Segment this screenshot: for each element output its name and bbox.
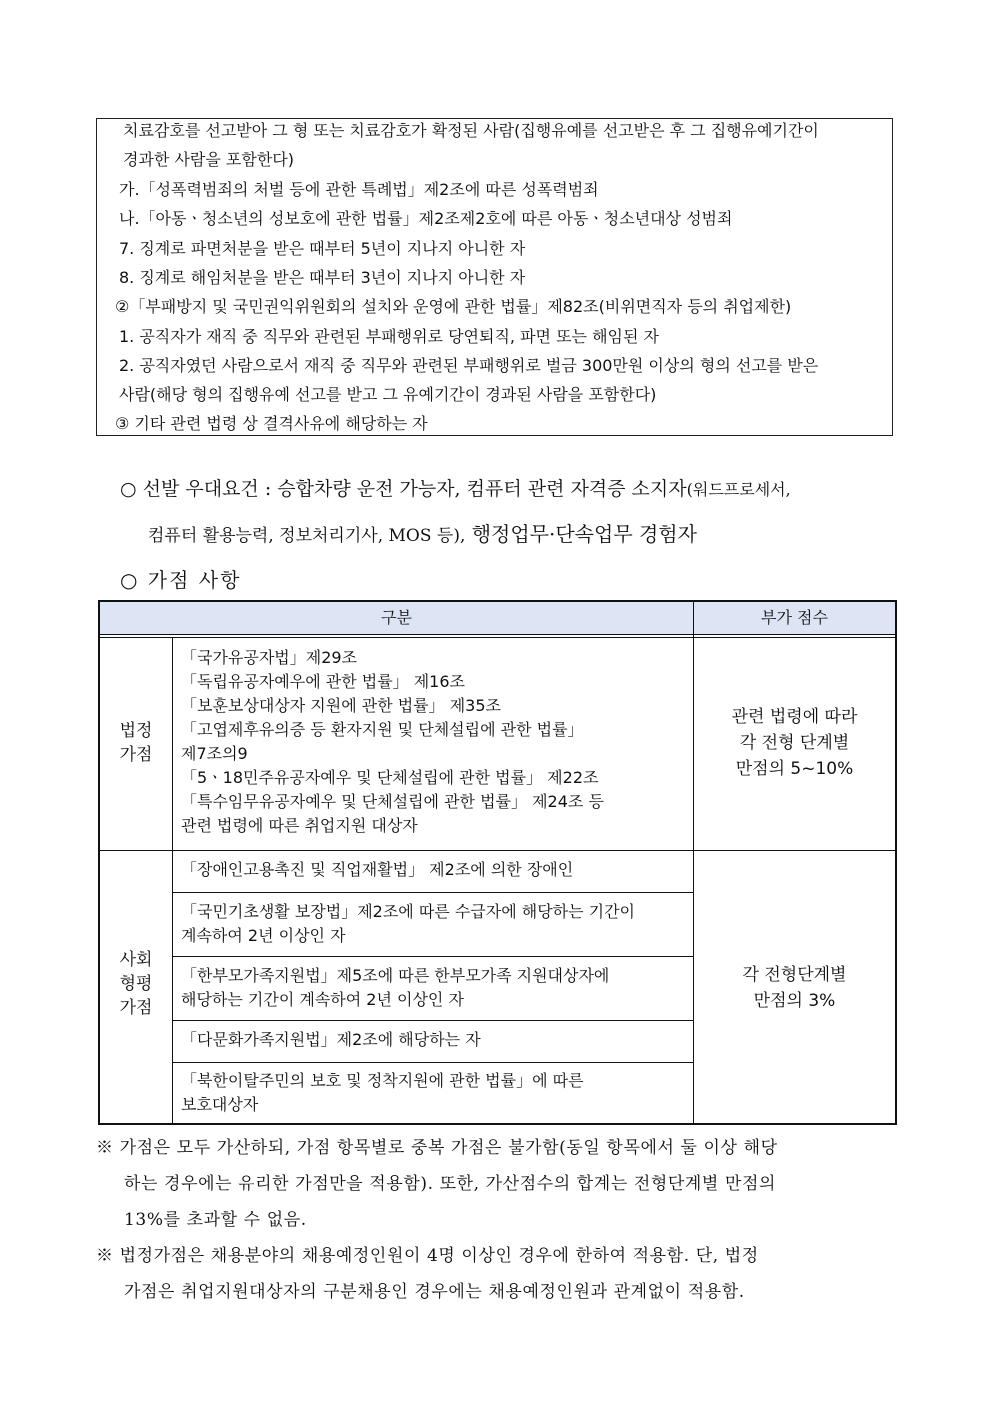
bonus-points-table <box>98 600 897 1125</box>
preference-requirements-line1 <box>120 474 791 501</box>
restriction-line: ②「부패방지 및 국민권익위원회의 설치와 운영에 관한 법률」제82조(비위면직자 등의 취업제한) <box>115 297 792 316</box>
law-item: 「5ㆍ18민주유공자예우 및 단체설립에 관한 법률」 제22조 <box>181 768 599 787</box>
header-category: 구분 <box>381 608 412 627</box>
restriction-line: 치료감호를 선고받아 그 형 또는 치료감호가 확정된 사람(집행유예를 선고받은 후 그 집행유예기간이 <box>123 121 819 140</box>
disqualification-box <box>96 118 893 436</box>
social-equity-points: 각 전형단계별 만점의 3% <box>742 965 847 1011</box>
header-points: 부가 점수 <box>761 608 828 627</box>
note-line: 가점은 취업지원대상자의 구분채용인 경우에는 채용예정인원과 관계없이 적용함. <box>124 1282 745 1302</box>
social-item-disabled: 「장애인고용촉진 및 직업재활법」 제2조에 의한 장애인 <box>181 860 574 879</box>
law-item: 관련 법령에 따른 취업지원 대상자 <box>181 816 418 835</box>
preference-small-text: 컴퓨터 활용능력, 정보처리기사, MOS 등), <box>148 526 466 546</box>
law-item: 「보훈보상대상자 지원에 관한 법률」 제35조 <box>181 696 501 715</box>
restriction-line: 나.「아동ㆍ청소년의 성보호에 관한 법률」제2조제2호에 따른 아동ㆍ청소년대상 성범죄 <box>119 209 733 228</box>
preference-small-text: (워드프로세서, <box>686 480 791 499</box>
legal-bonus-points: 관련 법령에 따라 각 전형 단계별 만점의 5~10% <box>731 707 858 779</box>
restriction-line: 사람(해당 형의 집행유예 선고를 받고 그 유예기간이 경과된 사람을 포함한다) <box>119 385 657 404</box>
social-equity-label: 사회 형평 가점 <box>119 950 153 1018</box>
restriction-line: 2. 공직자였던 사람으로서 재직 중 직무와 관련된 부패행위로 벌금 300만원 이상의 형의 선고를 받은 <box>119 356 819 375</box>
law-item: 「특수임무유공자예우 및 단체설립에 관한 법률」 제24조 등 <box>181 792 604 811</box>
law-item: 「국가유공자법」제29조 <box>181 648 358 667</box>
social-item-basic-livelihood: 「국민기초생활 보장법」제2조에 따른 수급자에 해당하는 기간이 계속하여 2년 이상인 자 <box>181 902 636 945</box>
social-item-multicultural: 「다문화가족지원법」제2조에 해당하는 자 <box>181 1030 481 1049</box>
restriction-line: 8. 징계로 해임처분을 받은 때부터 3년이 지나지 아니한 자 <box>119 268 526 287</box>
legal-bonus-laws <box>181 646 686 838</box>
restriction-line: 7. 징계로 파면처분을 받은 때부터 5년이 지나지 아니한 자 <box>119 239 526 258</box>
restriction-line: 가.「성폭력범죄의 처벌 등에 관한 특례법」제2조에 따른 성폭력범죄 <box>119 180 599 199</box>
law-item: 「고엽제후유의증 등 환자지원 및 단체설립에 관한 법률」 <box>181 720 584 739</box>
social-item-single-parent: 「한부모가족지원법」제5조에 따른 한부모가족 지원대상자에 해당하는 기간이 계속하여 2년 이상인 자 <box>181 966 610 1009</box>
note-line: 하는 경우에는 유리한 가점만을 적용함). 또한, 가산점수의 합계는 전형단계별 만점의 <box>124 1174 777 1194</box>
note-line: 13%를 초과할 수 없음. <box>124 1210 307 1230</box>
note-line: ※ 가점은 모두 가산하되, 가점 항목별로 중복 가점은 불가함(동일 항목에서 둘 이상 해당 <box>96 1138 778 1158</box>
social-item-north-korean-defector: 「북한이탈주민의 보호 및 정착지원에 관한 법률」에 따른 보호대상자 <box>181 1071 584 1114</box>
preference-main-text: 행정업무·단속업무 경험자 <box>465 522 697 546</box>
restriction-line: 경과한 사람을 포함한다) <box>123 150 294 169</box>
preference-main-text: ○ 선발 우대요건 : 승합차량 운전 가능자, 컴퓨터 관련 자격증 소지자 <box>120 478 687 500</box>
restriction-line: ③ 기타 관련 법령 상 결격사유에 해당하는 자 <box>115 414 428 433</box>
bonus-points-heading: ○ 가점 사항 <box>120 568 242 592</box>
restriction-line: 1. 공직자가 재직 중 직무와 관련된 부패행위로 당연퇴직, 파면 또는 해임된 자 <box>119 327 659 346</box>
note-line: ※ 법정가점은 채용분야의 채용예정인원이 4명 이상인 경우에 한하여 적용함. 단, 법정 <box>96 1246 759 1266</box>
legal-bonus-label: 법정 가점 <box>119 721 153 765</box>
law-item: 「독립유공자예우에 관한 법률」 제16조 <box>181 672 466 691</box>
preference-requirements-line2 <box>148 518 697 547</box>
law-item: 제7조의9 <box>181 744 248 763</box>
